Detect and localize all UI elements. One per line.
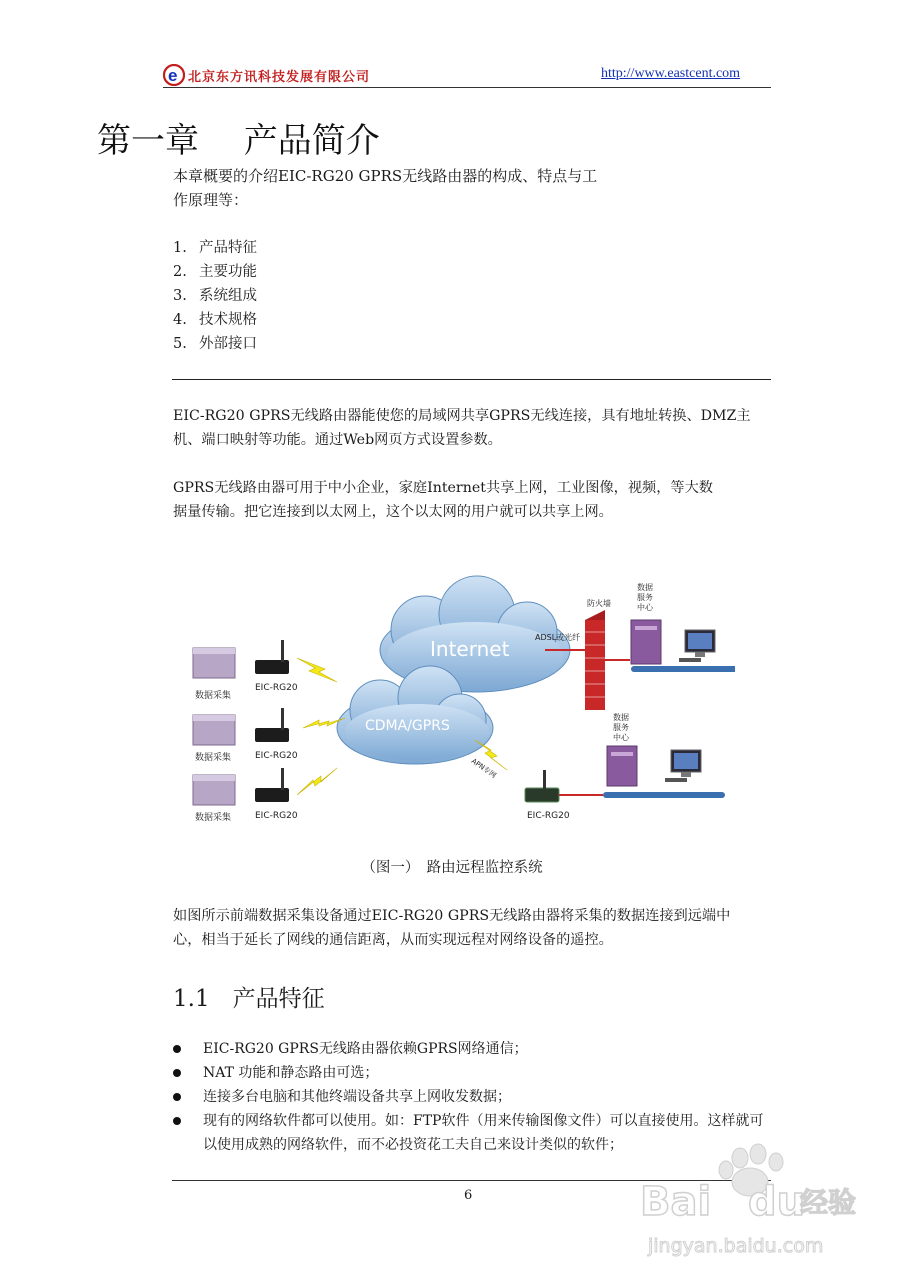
toc-item-label: 外部接口	[199, 336, 257, 352]
router-device-icon	[255, 708, 298, 761]
section-divider	[172, 379, 771, 380]
watermark-brand-cn: 经验	[800, 1186, 857, 1219]
paragraph-line: 据量传输。把它连接到以太网上，这个以太网的用户就可以共享上网。	[173, 504, 613, 520]
paragraph-line: 机、端口映射等功能。通过Web网页方式设置参数。	[173, 432, 502, 448]
feature-list-item	[173, 1061, 773, 1085]
feature-text: EIC-RG20 GPRS无线路由器依赖GPRS网络通信；	[203, 1041, 528, 1057]
toc-item-label: 系统组成	[199, 288, 257, 304]
firewall-label: 防火墙	[587, 599, 611, 608]
chapter-intro	[173, 164, 643, 212]
paragraph-line: GPRS无线路由器可用于中小企业，家庭Internet共享上网，工业图像，视频，等大数	[173, 480, 713, 496]
router-device-icon	[255, 768, 298, 821]
feature-list	[173, 1037, 773, 1157]
data-collector-device-icon	[193, 775, 235, 823]
data-collector-device-icon	[193, 715, 235, 763]
network-bus	[603, 792, 725, 798]
feature-text: 连接多台电脑和其他终端设备共享上网收发数据；	[203, 1089, 511, 1105]
watermark-brand-left: Bai	[640, 1179, 712, 1225]
page-number: 6	[464, 1188, 473, 1203]
baidu-jingyan-watermark	[640, 1140, 865, 1275]
router-label: EIC-RG20	[255, 683, 298, 693]
bullet-dot-icon	[173, 1117, 181, 1125]
toc-item	[173, 284, 257, 308]
internet-label: Internet	[430, 637, 510, 661]
feature-list-item	[173, 1037, 773, 1061]
toc-item-label: 主要功能	[199, 264, 257, 280]
network-diagram	[185, 570, 735, 840]
paragraph-line: 心，相当于延长了网线的通信距离，从而实现远程对网络设备的遥控。	[173, 932, 613, 948]
feature-text: 现有的网络软件都可以使用。如：FTP软件（用来传输图像文件）可以直接使用。这样就可以使用成熟的网络软件，而不必投资花工夫自己来设计类似的软件；	[203, 1113, 764, 1153]
router-label: EIC-RG20	[255, 751, 298, 761]
usage-paragraph	[173, 476, 771, 524]
company-logo-icon	[163, 64, 185, 86]
toc-item-label: 技术规格	[199, 312, 257, 328]
bullet-dot-icon	[173, 1069, 181, 1077]
apn-label: APN专网	[469, 757, 498, 780]
company-url-link[interactable]: http://www.eastcent.com	[601, 66, 741, 81]
server-icon	[631, 620, 661, 664]
chapter-intro-line: 作原理等：	[173, 191, 249, 209]
figure-caption: （图一） 路由远程监控系统	[361, 860, 543, 876]
data-center-label-line: 中心	[613, 733, 629, 742]
data-center-label-line: 服务	[613, 723, 629, 732]
toc-item-label: 产品特征	[199, 240, 257, 256]
watermark-site: jingyan.baidu.com	[648, 1235, 824, 1257]
figure-explanation-paragraph	[173, 904, 771, 952]
toc-item	[173, 308, 257, 332]
collector-group	[193, 640, 298, 823]
collector-label: 数据采集	[195, 753, 232, 763]
toc-item-number: 4.	[173, 312, 187, 328]
data-center-group	[631, 582, 735, 672]
toc-item	[173, 260, 257, 284]
chapter-title: 第一章 产品简介	[97, 121, 380, 161]
server-icon	[607, 746, 637, 786]
intro-paragraph	[173, 404, 771, 452]
feature-list-item	[173, 1085, 773, 1109]
bullet-dot-icon	[173, 1045, 181, 1053]
toc-item-number: 2.	[173, 264, 187, 280]
cdma-gprs-label: CDMA/GPRS	[365, 718, 450, 734]
data-center-group	[559, 712, 725, 798]
data-center-label-line: 服务	[637, 593, 653, 602]
company-logo-letter: e	[168, 66, 178, 85]
computer-monitor-icon	[665, 750, 701, 782]
toc-item	[173, 332, 257, 356]
network-bus	[631, 666, 735, 672]
toc-item-number: 5.	[173, 336, 187, 352]
data-center-label-line: 中心	[637, 603, 653, 612]
computer-monitor-icon	[679, 630, 715, 662]
collector-label: 数据采集	[195, 813, 232, 823]
router-label: EIC-RG20	[527, 811, 570, 821]
router-label: EIC-RG20	[255, 811, 298, 821]
feature-text: NAT 功能和静态路由可选；	[203, 1065, 379, 1081]
collector-label: 数据采集	[195, 691, 232, 701]
toc-item-number: 3.	[173, 288, 187, 304]
chapter-toc	[173, 236, 257, 356]
header-divider	[163, 87, 771, 88]
bullet-dot-icon	[173, 1093, 181, 1101]
chapter-intro-line: 本章概要的介绍EIC-RG20 GPRS无线路由器的构成、特点与工	[173, 167, 598, 185]
toc-item	[173, 236, 257, 260]
company-name: 北京东方讯科技发展有限公司	[188, 70, 371, 85]
router-device-icon	[255, 640, 298, 693]
data-collector-device-icon	[193, 648, 235, 701]
firewall-icon	[585, 598, 611, 710]
toc-item-number: 1.	[173, 240, 187, 256]
section-title: 1.1 产品特征	[173, 986, 325, 1012]
paragraph-line: 如图所示前端数据采集设备通过EIC-RG20 GPRS无线路由器将采集的数据连接到远端中	[173, 908, 731, 924]
paragraph-line: EIC-RG20 GPRS无线路由器能使您的局域网共享GPRS无线连接，具有地址转换、DMZ主	[173, 408, 751, 424]
watermark-brand-right: du	[748, 1179, 806, 1225]
data-center-label-line: 数据	[637, 583, 653, 592]
adsl-label: ADSL或光纤	[535, 633, 581, 642]
data-center-label-line: 数据	[613, 713, 629, 722]
